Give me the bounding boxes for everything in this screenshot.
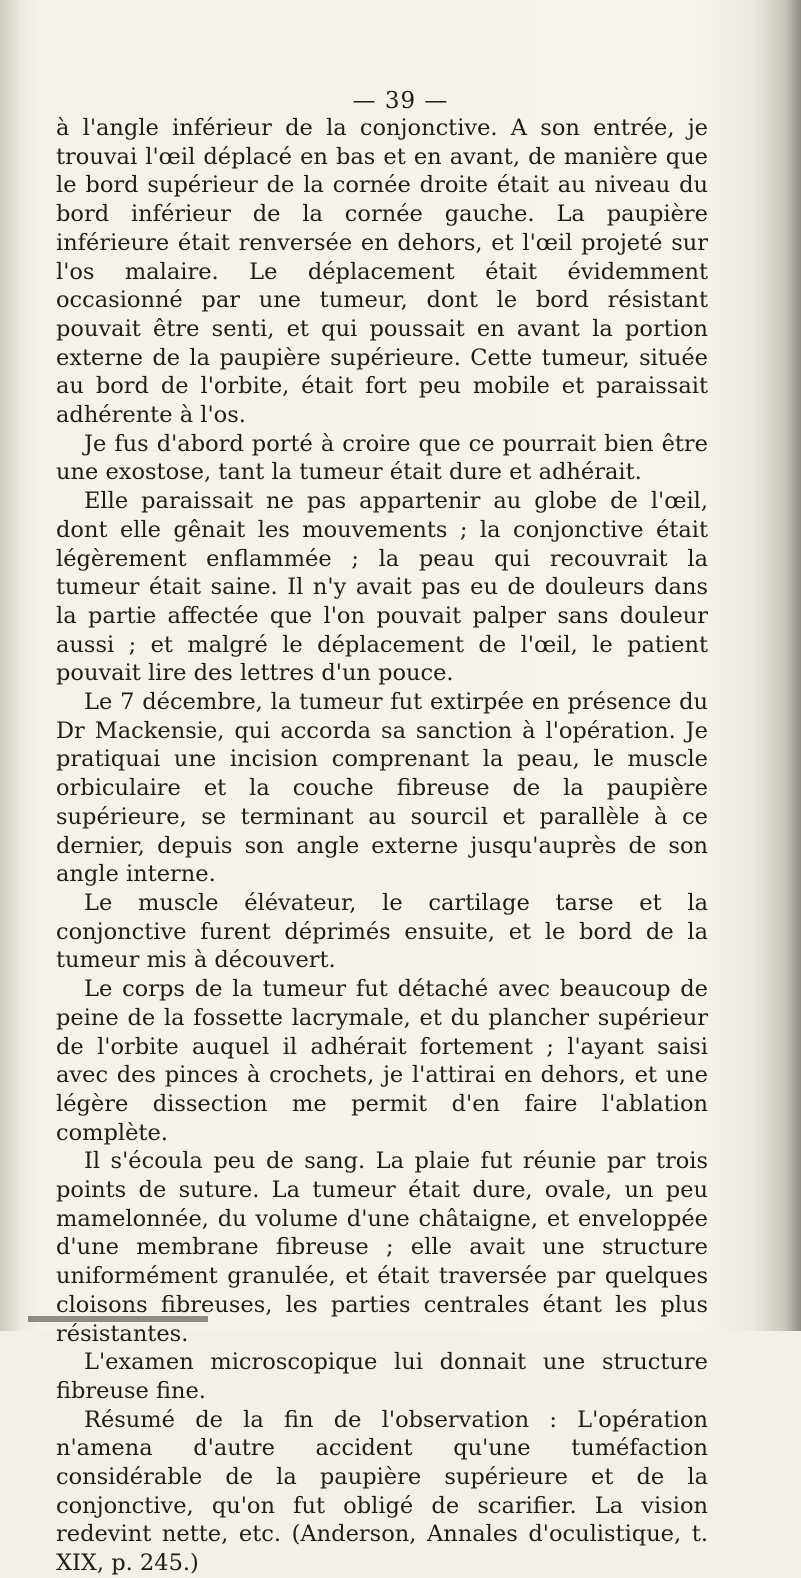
page-number: — 39 — <box>352 88 449 114</box>
paragraph-8: L'examen microscopique lui donnait une structure fibreuse fine. <box>56 1349 708 1404</box>
binding-shadow <box>0 0 18 1331</box>
page-edge <box>755 0 801 1331</box>
paragraph-4: Le 7 décembre, la tumeur fut extirpée en présence du Dr Mackensie, qui accorda sa sanction à l'opération. Je pratiquai une incision comprenant la peau, le muscle orbiculaire et la couche fibreuse de la paupière supérieure, se terminant au sourcil et parallèle à ce dernier, depuis son angle externe jusqu'auprès de son angle interne. <box>56 689 708 888</box>
paragraph-9: Résumé de la fin de l'observation : L'opération n'amena d'autre accident qu'une tuméfaction considérable de la paupière supérieure et de la conjonctive, qu'on fut obligé de scarifier. La vision redevint nette, etc. (Anderson, Annales d'oculistique, t. XIX, p. 245.) <box>56 1406 708 1577</box>
body-text <box>56 114 708 1578</box>
paragraph-6: Le corps de la tumeur fut détaché avec beaucoup de peine de la fossette lacrymale, et du plancher supérieur de l'orbite auquel il adhérait fortement ; l'ayant saisi avec des pinces à crochets, je l'attirai en dehors, et une légère dissection me permit d'en faire l'ablation complète. <box>56 976 708 1146</box>
paragraph-7: Il s'écoula peu de sang. La plaie fut réunie par trois points de suture. La tumeur était dure, ovale, un peu mamelonnée, du volume d'une châtaigne, et enveloppée d'une membrane fibreuse ; elle avait une structure uniformément granulée, et était traversée par quelques cloisons fibreuses, les parties centrales étant les plus résistantes. <box>56 1148 708 1347</box>
paragraph-3: Elle paraissait ne pas appartenir au globe de l'œil, dont elle gênait les mouvements ; la conjonctive était légèrement enflammée ; la peau qui recouvrait la tumeur était saine. Il n'y avait pas eu de douleurs dans la partie affectée que l'on pouvait palper sans douleur aussi ; et malgré le déplacement de l'œil, le patient pouvait lire des lettres d'un pouce. <box>56 488 708 687</box>
paragraph-2: Je fus d'abord porté à croire que ce pourrait bien être une exostose, tant la tumeur était dure et adhérait. <box>56 430 708 486</box>
paragraph-5: Le muscle élévateur, le cartilage tarse et la conjonctive furent déprimés ensuite, et le bord de la tumeur mis à découvert. <box>56 889 708 974</box>
paragraph-1: à l'angle inférieur de la conjonctive. A son entrée, je trouvai l'œil déplacé en bas et en avant, de manière que le bord supérieur de la cornée droite était au niveau du bord inférieur de la cornée gauche. La paupière inférieure était renversée en dehors, et l'œil projeté sur l'os malaire. Le déplacement était évidemment occasionné par une tumeur, dont le bord résistant pouvait être senti, et qui poussait en avant la portion externe de la paupière supérieure. Cette tumeur, située au bord de l'orbite, était fort peu mobile et paraissait adhérente à l'os. <box>56 115 708 429</box>
